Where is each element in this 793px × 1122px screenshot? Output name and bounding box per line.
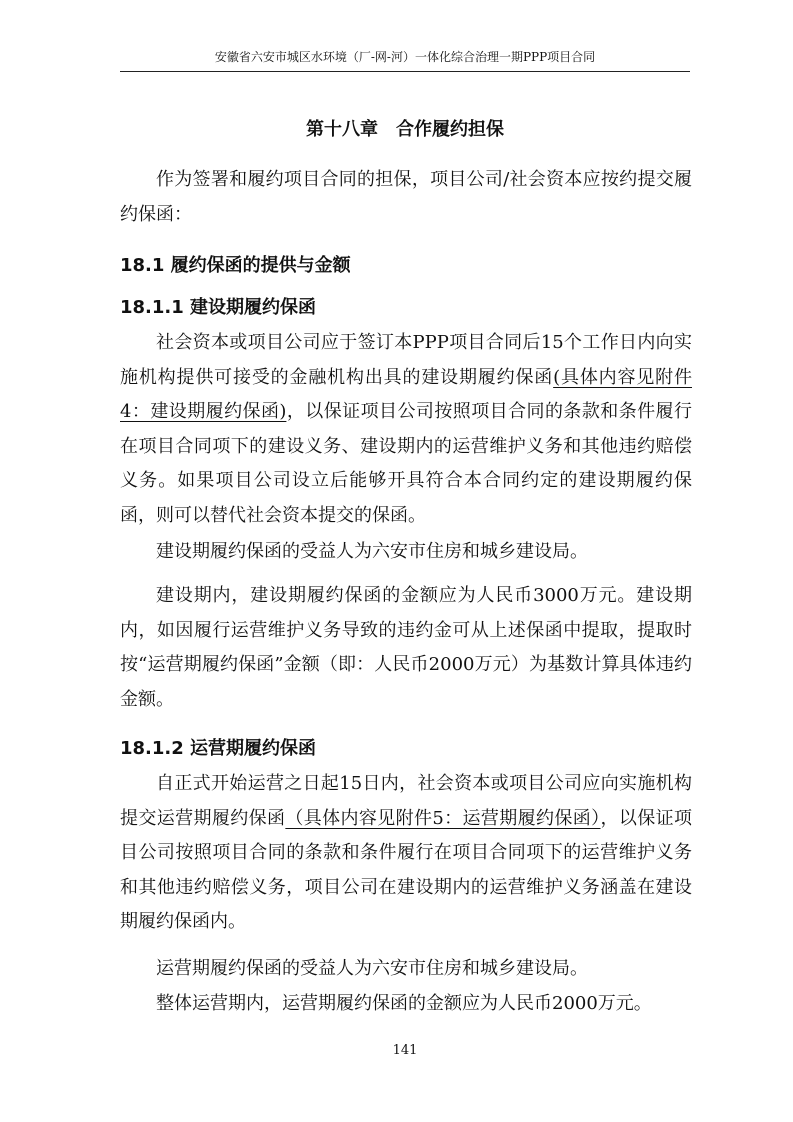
annex-5-reference: （具体内容见附件5：运营期履约保函） (285, 807, 601, 829)
section-18-1-heading: 18.1 履约保函的提供与金额 (120, 255, 351, 276)
running-header: 安徽省六安市城区水环境（厂-网-河）一体化综合治理一期PPP项目合同 (214, 50, 596, 64)
paragraph-text: 社会资本或项目公司应于签订本PPP项目合同后15个工作日内向实施机构提供可接受的金融机构出具的建设期履约保函 (120, 332, 692, 388)
paragraph-text: ，以保证项目公司按照项目合同的条款和条件履行在项目合同项下的运营维护义务和其他违约赔偿义务，项目公司在建设期内的运营维护义务涵盖在建设期履约保函内。 (120, 807, 693, 932)
section-18-1-2-paragraph-1 (120, 767, 692, 940)
intro-paragraph: 作为签署和履约项目合同的担保，项目公司/社会资本应按约提交履约保函： (120, 169, 692, 225)
paragraph-text: ，以保证项目公司按照项目合同的条款和条件履行在项目合同项下的建设义务、建设期内的运营维护义务和其他违约赔偿义务。如果项目公司设立后能够开具符合本合同约定的建设期履约保函，则可以替代社会资本提交的保函。 (120, 401, 692, 526)
section-18-1-1-heading: 18.1.1 建设期履约保函 (120, 297, 317, 318)
chapter-title: 第十八章 合作履约担保 (306, 119, 504, 140)
header-divider (120, 71, 690, 72)
section-18-1-1-paragraph-2: 建设期履约保函的受益人为六安市住房和城乡建设局。 (156, 541, 588, 562)
section-18-1-1-paragraph-3: 建设期内，建设期履约保函的金额应为人民币3000万元。建设期内，如因履行运营维护义务导致的违约金可从上述保函中提取，提取时按“运营期履约保函”金额（即：人民币2000万元）为基数计算具体违约金额。 (120, 585, 692, 710)
section-18-1-1-paragraph-1 (120, 326, 692, 533)
section-18-1-2-heading: 18.1.2 运营期履约保函 (120, 738, 317, 759)
page-number: 141 (392, 1043, 418, 1058)
paragraph-text: 自正式开始运营之日起15日内，社会资本或项目公司应向实施机构提交运营期履约保函 (120, 773, 692, 829)
section-18-1-2-paragraph-3: 整体运营期内，运营期履约保函的金额应为人民币2000万元。 (156, 993, 652, 1014)
annex-4-reference: (具体内容见附件4：建设期履约保函) (120, 366, 692, 422)
section-18-1-2-paragraph-2: 运营期履约保函的受益人为六安市住房和城乡建设局。 (156, 958, 588, 979)
